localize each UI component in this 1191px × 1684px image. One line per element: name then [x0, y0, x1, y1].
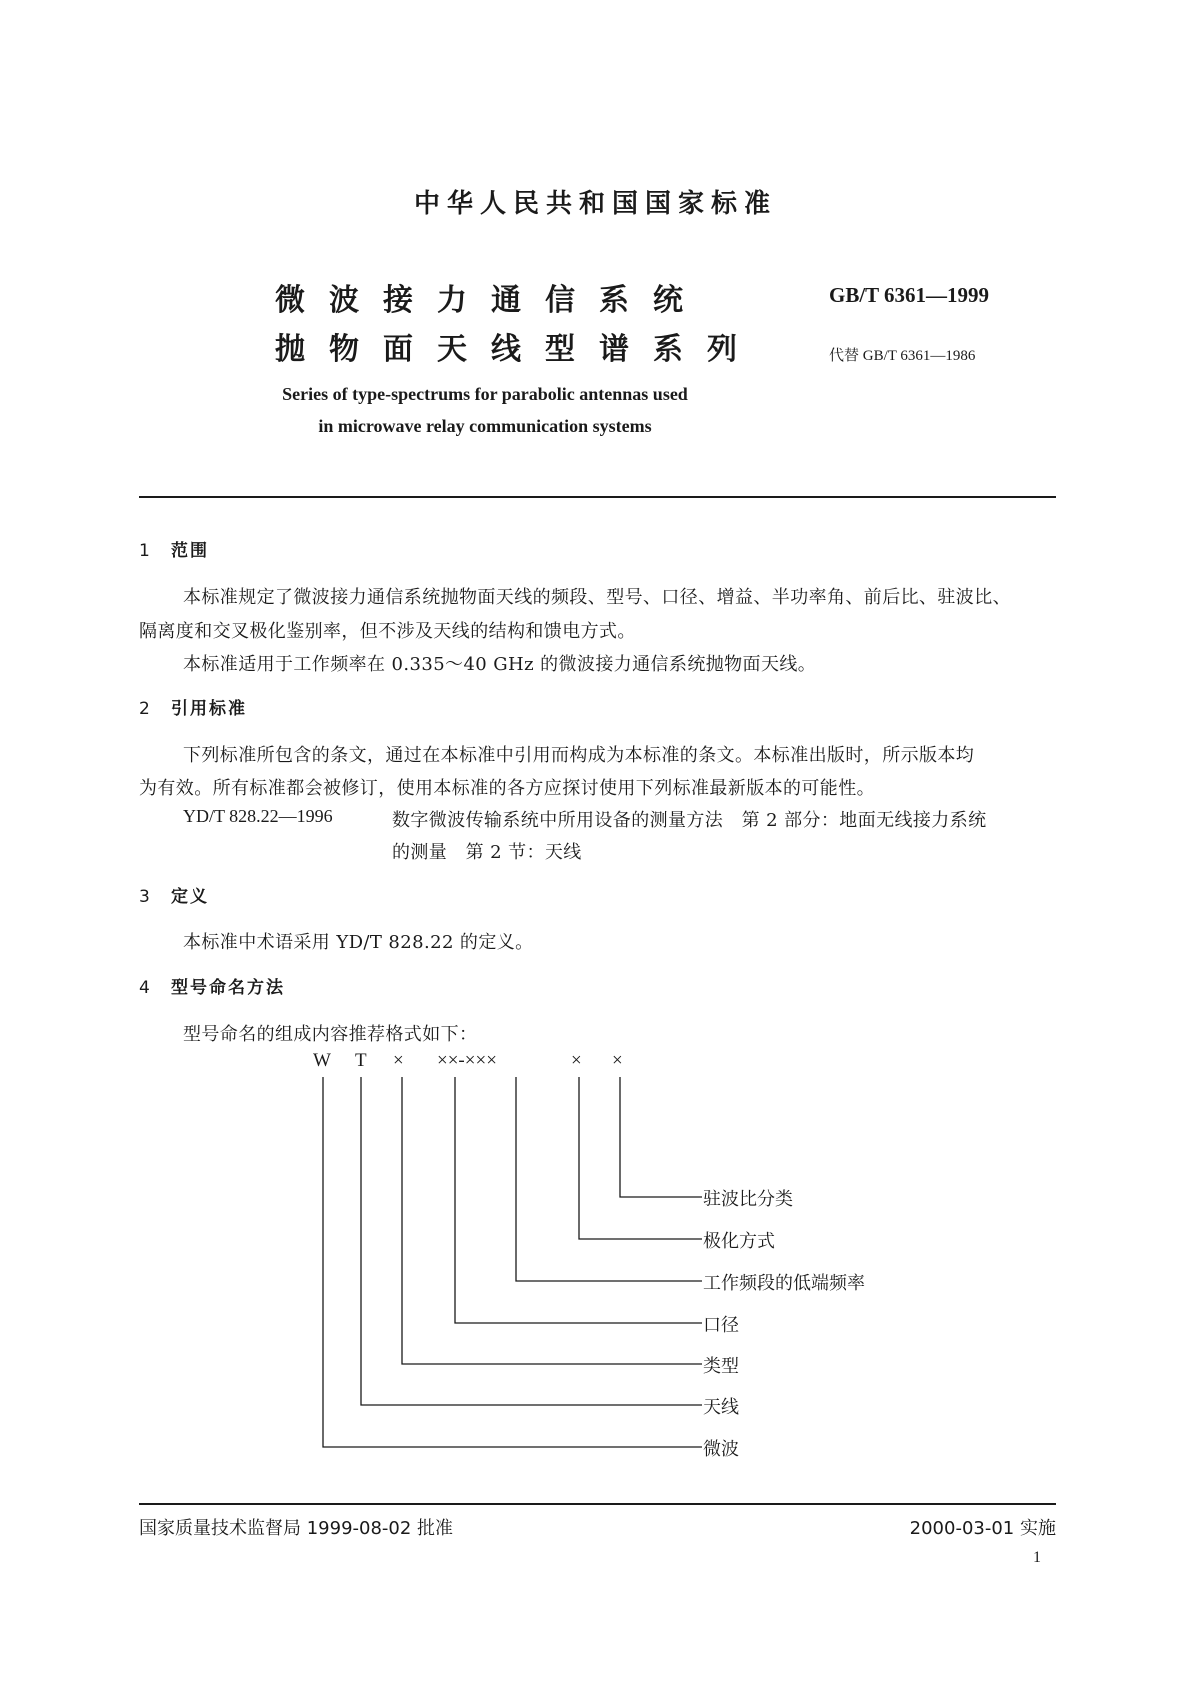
symbol-polarization: ×: [571, 1050, 582, 1071]
symbol-type: ×: [393, 1050, 404, 1071]
symbol-vswr: ×: [612, 1050, 623, 1071]
reference-title-line-1: 数字微波传输系统中所用设备的测量方法 第 2 部分：地面无线接力系统: [392, 810, 987, 831]
symbol-aperture-frequency: ××-×××: [437, 1050, 497, 1071]
english-title-line-1: Series of type-spectrums for parabolic antennas used: [282, 384, 688, 404]
replaces-code: 代替 GB/T 6361—1986: [829, 348, 976, 364]
connector-low-frequency: [516, 1077, 702, 1281]
label-microwave: 微波: [703, 1439, 739, 1460]
national-standard-heading: 中华人民共和国国家标准: [413, 189, 777, 219]
symbol-t: T: [355, 1050, 367, 1071]
implementation-text: 2000-03-01 实施: [909, 1518, 1056, 1539]
paragraph-line: 本标准中术语采用 YD/T 828.22 的定义。: [183, 932, 534, 953]
approval-text: 国家质量技术监督局 1999-08-02 批准: [139, 1518, 454, 1539]
label-polarization: 极化方式: [703, 1231, 775, 1252]
title-line-2: 抛物面天线型谱系列: [275, 332, 761, 367]
paragraph-line: 本标准适用于工作频率在 0.335～40 GHz 的微波接力通信系统抛物面天线。: [183, 654, 817, 675]
connector-microwave: [323, 1077, 702, 1447]
paragraph-line: 本标准规定了微波接力通信系统抛物面天线的频段、型号、口径、增益、半功率角、前后比、驻波比、: [183, 587, 1011, 608]
section-title: 引用标准: [171, 699, 247, 719]
footer-divider: [139, 1503, 1056, 1505]
section-title: 范围: [171, 541, 209, 561]
label-type: 类型: [703, 1356, 739, 1377]
standard-code: GB/T 6361—1999: [829, 283, 990, 307]
connector-type: [402, 1077, 702, 1364]
reference-title-line-2: 的测量 第 2 节：天线: [392, 842, 582, 863]
section-number: 4: [139, 978, 150, 998]
label-vswr-class: 驻波比分类: [703, 1189, 793, 1210]
paragraph-line: 下列标准所包含的条文，通过在本标准中引用而构成为本标准的条文。本标准出版时，所示版本均: [183, 745, 975, 766]
connector-polarization: [579, 1077, 702, 1239]
reference-code: YD/T 828.22—1996: [183, 806, 333, 826]
label-low-frequency: 工作频段的低端频率: [703, 1273, 865, 1294]
english-title-line-2: in microwave relay communication systems: [318, 416, 652, 436]
section-title: 定义: [171, 887, 209, 907]
section-title: 型号命名方法: [171, 978, 285, 998]
section-number: 3: [139, 887, 150, 907]
page-number: 1: [1033, 1549, 1041, 1566]
section-number: 1: [139, 541, 150, 561]
paragraph-line: 型号命名的组成内容推荐格式如下：: [183, 1024, 478, 1045]
paragraph-line: 隔离度和交叉极化鉴别率，但不涉及天线的结构和馈电方式。: [139, 621, 636, 642]
paragraph-line: 为有效。所有标准都会被修订，使用本标准的各方应探讨使用下列标准最新版本的可能性。: [139, 778, 875, 799]
title-line-1: 微波接力通信系统: [275, 283, 707, 318]
section-number: 2: [139, 699, 150, 719]
label-aperture: 口径: [703, 1315, 739, 1336]
symbol-w: W: [313, 1050, 331, 1071]
label-antenna: 天线: [703, 1397, 739, 1418]
connector-antenna: [361, 1077, 702, 1405]
connector-vswr: [620, 1077, 702, 1197]
